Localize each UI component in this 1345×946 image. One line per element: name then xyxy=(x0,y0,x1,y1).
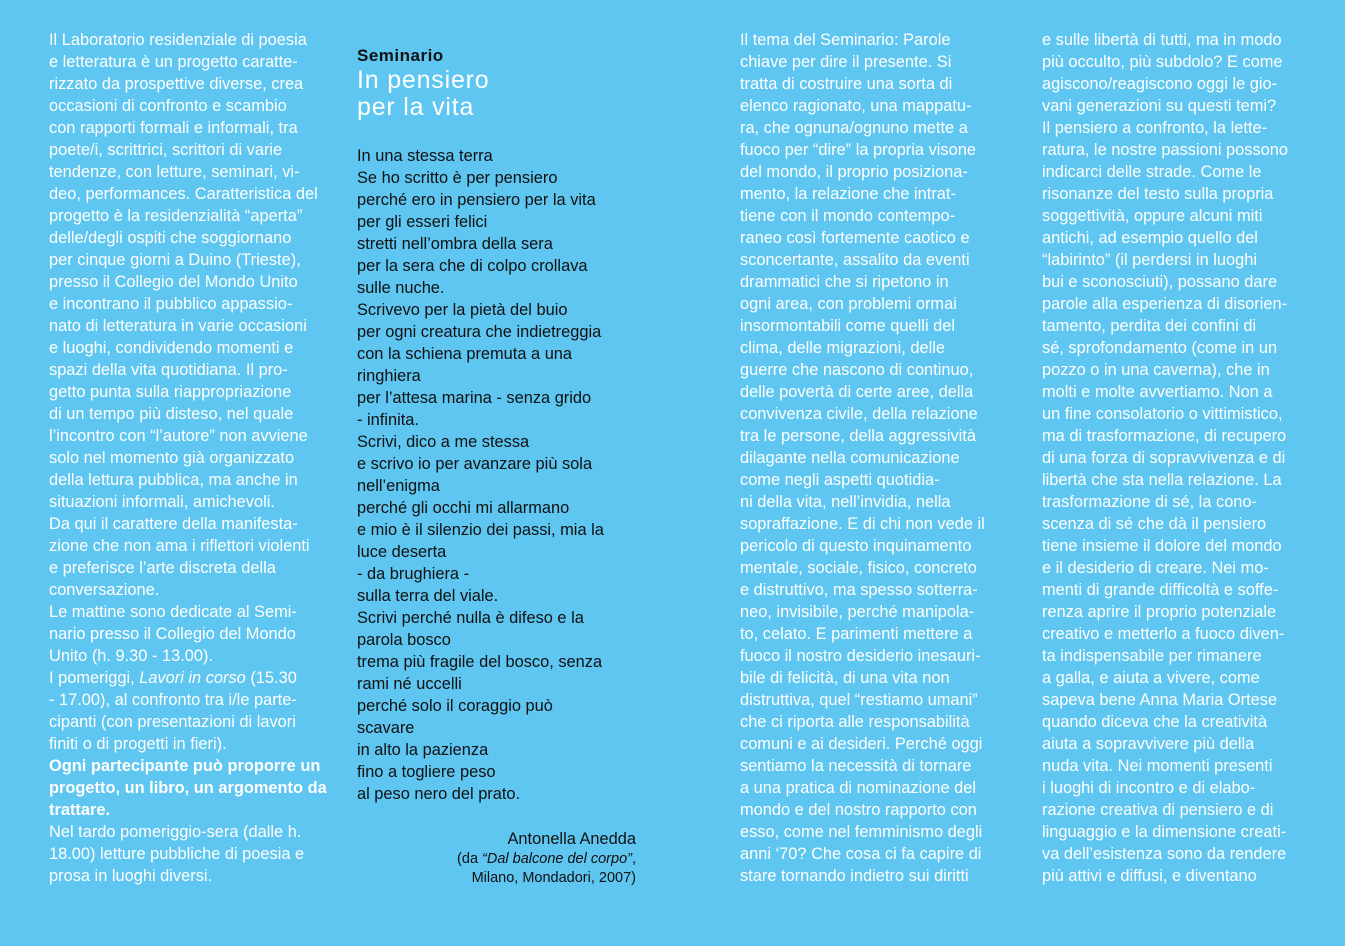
evening-paragraph xyxy=(49,821,339,887)
text-line: come negli aspetti quotidia- xyxy=(740,471,940,489)
text-line: quando diceva che la creatività xyxy=(1042,713,1268,731)
text-line: menti di grande difficoltà e soffe- xyxy=(1042,581,1279,599)
text-line: stare tornando indietro sui diritti xyxy=(740,867,969,885)
poem-line: - da brughiera - xyxy=(357,565,470,583)
text-line: a galla, e aiuta a vivere, come xyxy=(1042,669,1260,687)
text-line: ratura, le nostre passioni possono xyxy=(1042,141,1289,159)
poem-source xyxy=(357,850,636,869)
poem-line: parola bosco xyxy=(357,631,451,649)
text-line: poete/i, scrittrici, scrittori di varie xyxy=(49,141,283,159)
text-line: solo nel momento già organizzato xyxy=(49,449,295,467)
text-line: bile di felicità, di una vita non xyxy=(740,669,950,687)
poem-line: per la sera che di colpo crollava xyxy=(357,257,588,275)
text-line: mento, la relazione che intrat- xyxy=(740,185,956,203)
text-line: clima, delle migrazioni, delle xyxy=(740,339,945,357)
text-line: a una pratica di nominazione del xyxy=(740,779,976,797)
poem-publisher: Milano, Mondadori, 2007) xyxy=(471,870,636,886)
text-line: l’incontro con “l’autore” non avviene xyxy=(49,427,308,445)
text-line: raneo così fortemente caotico e xyxy=(740,229,970,247)
poem-line: stretti nell’ombra della sera xyxy=(357,235,553,253)
text-line: pericolo di questo inquinamento xyxy=(740,537,972,555)
text-line: mentale, sociale, fisico, concreto xyxy=(740,559,977,577)
text-line: drammatici che si ripetono in xyxy=(740,273,949,291)
poem-line: Scrivevo per la pietà del buio xyxy=(357,301,568,319)
text-line: libertà che sta nella relazione. La xyxy=(1042,471,1282,489)
text-line: prosa in luoghi diversi. xyxy=(49,867,213,885)
text-line: chiave per dire il presente. Si xyxy=(740,53,952,71)
text-line: insormontabili come quelli del xyxy=(740,317,956,335)
poem-line: per l’attesa marina - senza grido xyxy=(357,389,592,407)
poem-line: scavare xyxy=(357,719,415,737)
seminar-title xyxy=(357,67,647,121)
text-line: elenco ragionato, una mappatu- xyxy=(740,97,972,115)
poem-line: perché solo il coraggio può xyxy=(357,697,553,715)
text-line: ra, che ognuna/ognuno mette a xyxy=(740,119,968,137)
poem-line: trema più fragile del bosco, senza xyxy=(357,653,603,671)
poem-line: per ogni creatura che indietreggia xyxy=(357,323,602,341)
poem-line: Se ho scritto è per pensiero xyxy=(357,169,558,187)
intro-column xyxy=(49,29,339,887)
text-line: agiscono/reagiscono oggi le gio- xyxy=(1042,75,1278,93)
text-line: bui e sconosciuti), possano dare xyxy=(1042,273,1278,291)
text-line: risonanze del testo sulla propria xyxy=(1042,185,1274,203)
text-line: occasioni di confronto e scambio xyxy=(49,97,287,115)
text-line: mondo e del nostro rapporto con xyxy=(740,801,977,819)
text-line: anni ‘70? Che cosa ci fa capire di xyxy=(740,845,982,863)
poem-line: nell’enigma xyxy=(357,477,440,495)
poem-line: rami né uccelli xyxy=(357,675,462,693)
poem-line: Scrivi, dico a me stessa xyxy=(357,433,530,451)
poem-line: perché gli occhi mi allarmano xyxy=(357,499,570,517)
text-line: Le mattine sono dedicate al Semi- xyxy=(49,603,297,621)
text-line: delle/degli ospiti che soggiornano xyxy=(49,229,292,247)
text-line: trasformazione di sé, la cono- xyxy=(1042,493,1257,511)
text-line: conversazione. xyxy=(49,581,160,599)
text-line: più attivi e diffusi, e diventano xyxy=(1042,867,1257,885)
poem-line: luce deserta xyxy=(357,543,447,561)
poem-attribution xyxy=(357,828,636,888)
poem-line: In una stessa terra xyxy=(357,147,493,165)
text-line: tiene con il mondo contempo- xyxy=(740,207,956,225)
text-line: della lettura pubblica, ma anche in xyxy=(49,471,298,489)
text-line: “labirinto” (il perdersi in luoghi xyxy=(1042,251,1257,269)
text-line: ta indispensabile per rimanere xyxy=(1042,647,1262,665)
text-line: getto punta sulla riappropriazione xyxy=(49,383,292,401)
text-line: delle povertà di certe aree, della xyxy=(740,383,974,401)
text-line: e incontrano il pubblico appassio- xyxy=(49,295,293,313)
afternoon-paragraph xyxy=(49,689,339,755)
text-line: tendenze, con letture, seminari, vi- xyxy=(49,163,300,181)
text-line: convivenza civile, della relazione xyxy=(740,405,978,423)
text-line: parole alla esperienza di disorien- xyxy=(1042,295,1288,313)
text-line: guerre che nascono di continuo, xyxy=(740,361,974,379)
reflection-column xyxy=(1042,29,1327,887)
text-line: tra le persone, della aggressività xyxy=(740,427,976,445)
poem-line: sulla terra del viale. xyxy=(357,587,499,605)
text-line: più occulto, più subdolo? E come xyxy=(1042,53,1283,71)
seminar-label: Seminario xyxy=(357,46,444,65)
poem-line: sulle nuche. xyxy=(357,279,445,297)
text-line: creativo e metterlo a fuoco diven- xyxy=(1042,625,1285,643)
poem-line: e scrivo io per avanzare più sola xyxy=(357,455,593,473)
text-line: pozzo o in una caverna), che in xyxy=(1042,361,1270,379)
text-line: un fine consolatorio o vittimistico, xyxy=(1042,405,1283,423)
text-line: esso, come nel femminismo degli xyxy=(740,823,983,841)
text-line: del mondo, il proprio posiziona- xyxy=(740,163,968,181)
text-line: tratta di costruire una sorta di xyxy=(740,75,953,93)
text-line: aiuta a sopravvivere più della xyxy=(1042,735,1255,753)
text-line: razione creativa di pensiero e di xyxy=(1042,801,1274,819)
text-line: e letteratura è un progetto caratte- xyxy=(49,53,298,71)
text-line: molti e molte avvertiamo. Non a xyxy=(1042,383,1273,401)
poem-line: - infinita. xyxy=(357,411,419,429)
text-line: ni della vita, nell’invidia, nella xyxy=(740,493,951,511)
intro-paragraph xyxy=(49,29,339,667)
poem-line: Scrivi perché nulla è difeso e la xyxy=(357,609,584,627)
poem-line: con la schiena premuta a una xyxy=(357,345,573,363)
afternoon-line xyxy=(49,667,339,689)
poem-line: al peso nero del prato. xyxy=(357,785,521,803)
text-line: presso il Collegio del Mondo Unito xyxy=(49,273,298,291)
text-line: Il Laboratorio residenziale di poesia xyxy=(49,31,307,49)
text-line: sé, sprofondamento (come in un xyxy=(1042,339,1278,357)
text-line: - 17.00), al confronto tra i/le parte- xyxy=(49,691,297,709)
text-line: sentiamo la necessità di tornare xyxy=(740,757,972,775)
text-line: e il desiderio di creare. Nei mo- xyxy=(1042,559,1269,577)
poem-line: perché ero in pensiero per la vita xyxy=(357,191,596,209)
afternoon-suffix: (15.30 xyxy=(245,669,297,687)
text-line: comuni e ai desideri. Perché oggi xyxy=(740,735,983,753)
text-line: sconcertante, assalito da eventi xyxy=(740,251,970,269)
text-line: Il tema del Seminario: Parole xyxy=(740,31,951,49)
text-line: soggettività, oppure alcuni miti xyxy=(1042,207,1263,225)
poem xyxy=(357,145,647,805)
text-line: spazi della vita quotidiana. Il pro- xyxy=(49,361,288,379)
text-line: tiene insieme il dolore del mondo xyxy=(1042,537,1282,555)
text-line: linguaggio e la dimensione creati- xyxy=(1042,823,1287,841)
poem-source-title: “Dal balcone del corpo” xyxy=(482,851,632,867)
text-line: nuda vita. Nei momenti presenti xyxy=(1042,757,1273,775)
text-line: tamento, perdita dei confini di xyxy=(1042,317,1257,335)
text-line: situazioni informali, amichevoli. xyxy=(49,493,275,511)
poem-line: fino a togliere peso xyxy=(357,763,496,781)
text-line: nato di letteratura in varie occasioni xyxy=(49,317,307,335)
poem-source-prefix: (da xyxy=(457,851,483,867)
theme-paragraph xyxy=(740,29,1025,887)
seminar-title-line-1: In pensiero xyxy=(357,66,490,94)
poem-line: e mio è il silenzio dei passi, mia la xyxy=(357,521,604,539)
text-line: dilagante nella comunicazione xyxy=(740,449,960,467)
text-line: progetto è la residenzialità “aperta” xyxy=(49,207,303,225)
afternoon-italic-title: Lavori in corso xyxy=(139,669,246,687)
text-line: fuoco il nostro desiderio inesauri- xyxy=(740,647,981,665)
text-line: con rapporti formali e informali, tra xyxy=(49,119,298,137)
poem-line: per gli esseri felici xyxy=(357,213,488,231)
text-line: antichi, ad esempio quello del xyxy=(1042,229,1258,247)
text-line: scenza di sé che dà il pensiero xyxy=(1042,515,1267,533)
text-line: Unito (h. 9.30 - 13.00). xyxy=(49,647,213,665)
text-line: e luoghi, condividendo momenti e xyxy=(49,339,294,357)
text-line: renza aprire il proprio potenziale xyxy=(1042,603,1277,621)
text-line: neo, invisibile, perché manipola- xyxy=(740,603,975,621)
text-line: 18.00) letture pubbliche di poesia e xyxy=(49,845,305,863)
text-line: finiti o di progetti in fieri). xyxy=(49,735,227,753)
text-line: e distruttivo, ma spesso sotterra- xyxy=(740,581,978,599)
text-line: Nel tardo pomeriggio-sera (dalle h. xyxy=(49,823,302,841)
poem-source-suffix: , xyxy=(631,851,636,867)
bold-text-line: progetto, un libro, un argomento da xyxy=(49,779,327,797)
text-line: nario presso il Collegio del Mondo xyxy=(49,625,296,643)
text-line: vani generazioni su questi temi? xyxy=(1042,97,1277,115)
text-line: ma di trasformazione, di recupero xyxy=(1042,427,1287,445)
text-line: i luoghi di incontro e di elabo- xyxy=(1042,779,1256,797)
text-line: sapeva bene Anna Maria Ortese xyxy=(1042,691,1278,709)
poem-line: in alto la pazienza xyxy=(357,741,489,759)
bold-text-line: Ogni partecipante può proporre un xyxy=(49,757,321,775)
text-line: di un tempo più disteso, nel quale xyxy=(49,405,294,423)
text-line: e preferisce l’arte discreta della xyxy=(49,559,276,577)
text-line: Il pensiero a confronto, la lette- xyxy=(1042,119,1268,137)
theme-column xyxy=(740,29,1025,887)
text-line: e sulle libertà di tutti, ma in modo xyxy=(1042,31,1282,49)
seminar-title-line-2: per la vita xyxy=(357,93,475,121)
text-line: to, celato. E parimenti mettere a xyxy=(740,625,973,643)
text-line: va dell’esistenza sono da rendere xyxy=(1042,845,1287,863)
text-line: sopraffazione. E di chi non vede il xyxy=(740,515,985,533)
reflection-paragraph xyxy=(1042,29,1327,887)
text-line: indicarci delle strade. Come le xyxy=(1042,163,1262,181)
text-line: che ci riporta alle responsabilità xyxy=(740,713,970,731)
poem-author: Antonella Anedda xyxy=(507,830,636,848)
bold-text-line: trattare. xyxy=(49,801,111,819)
text-line: di una forza di sopravvivenza e di xyxy=(1042,449,1286,467)
poem-line: ringhiera xyxy=(357,367,421,385)
text-line: zione che non ama i riflettori violenti xyxy=(49,537,310,555)
text-line: rizzato da prospettive diverse, crea xyxy=(49,75,304,93)
text-line: per cinque giorni a Duino (Trieste), xyxy=(49,251,301,269)
afternoon-prefix: I pomeriggi, xyxy=(49,669,140,687)
text-line: distruttiva, quel “restiamo umani” xyxy=(740,691,978,709)
seminar-column xyxy=(357,29,647,805)
text-line: Da qui il carattere della manifesta- xyxy=(49,515,298,533)
text-line: deo, performances. Caratteristica del xyxy=(49,185,318,203)
text-line: cipanti (con presentazioni di lavori xyxy=(49,713,296,731)
text-line: ogni area, con problemi ormai xyxy=(740,295,957,313)
bold-paragraph xyxy=(49,755,339,821)
text-line: fuoco per “dire” la propria visone xyxy=(740,141,976,159)
